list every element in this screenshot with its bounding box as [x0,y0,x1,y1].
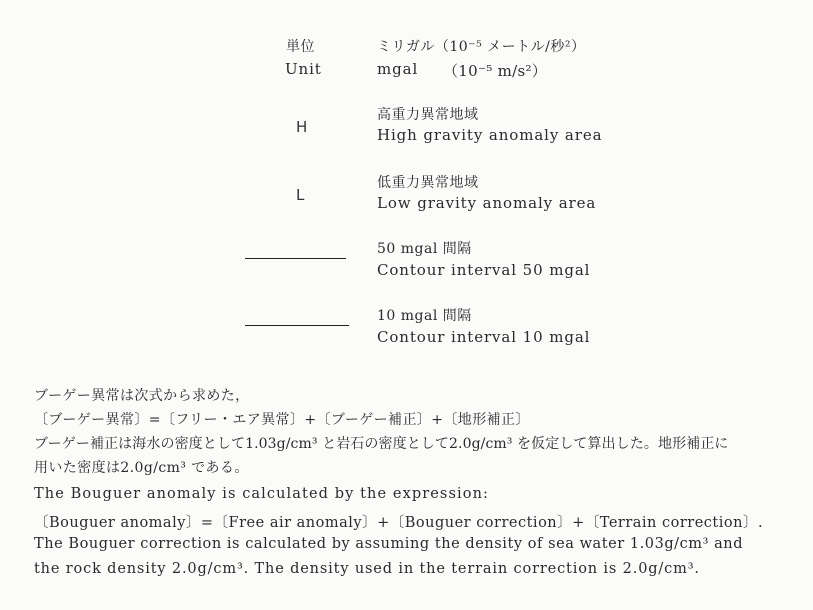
low-gravity-symbol: L [296,186,305,204]
note-en-line-3: The Bouguer correction is calculated by assuming the density of sea water 1.03g/cm³ and [34,536,744,552]
contour-50-text-en: Contour interval 50 mgal [377,261,591,279]
note-en-line-2: 〔Bouguer anomaly〕=〔Free air anomaly〕+〔Bouguer correction〕+〔Terrain correction〕. [34,515,764,531]
unit-label-jp: 単位 [286,39,315,55]
contour-10-line-sample [245,325,349,326]
contour-10-text-en: Contour interval 10 mgal [377,328,591,346]
note-jp-line-2: 〔ブーゲー異常〕=〔フリー・エア異常〕+〔ブーゲー補正〕+〔地形補正〕 [34,412,530,428]
unit-value-en-paren: （10⁻⁵ m/s²） [443,62,548,80]
contour-50-line-sample [245,258,346,259]
note-jp-line-3: ブーゲー補正は海水の密度として1.03g/cm³ と岩石の密度として2.0g/cm³ を仮定して算出した。地形補正に [34,436,729,452]
low-gravity-text-jp: 低重力異常地域 [377,175,479,191]
high-gravity-text-jp: 高重力異常地域 [377,107,479,123]
note-en-line-1: The Bouguer anomaly is calculated by the expression: [34,486,490,502]
unit-label-en: Unit [285,60,322,78]
high-gravity-symbol: H [296,118,308,136]
contour-50-text-jp: 50 mgal 間隔 [377,241,472,257]
high-gravity-text-en: High gravity anomaly area [377,126,603,144]
note-jp-line-4: 用いた密度は2.0g/cm³ である。 [34,460,249,476]
note-en-line-4: the rock density 2.0g/cm³. The density used in the terrain correction is 2.0g/cm³. [34,561,700,577]
unit-value-en: mgal [377,60,419,78]
note-jp-line-1: ブーゲー異常は次式から求めた， [34,388,250,404]
unit-value-jp: ミリガル（10⁻⁵ メートル/秒²） [377,39,586,55]
contour-10-text-jp: 10 mgal 間隔 [377,308,472,324]
low-gravity-text-en: Low gravity anomaly area [377,194,597,212]
